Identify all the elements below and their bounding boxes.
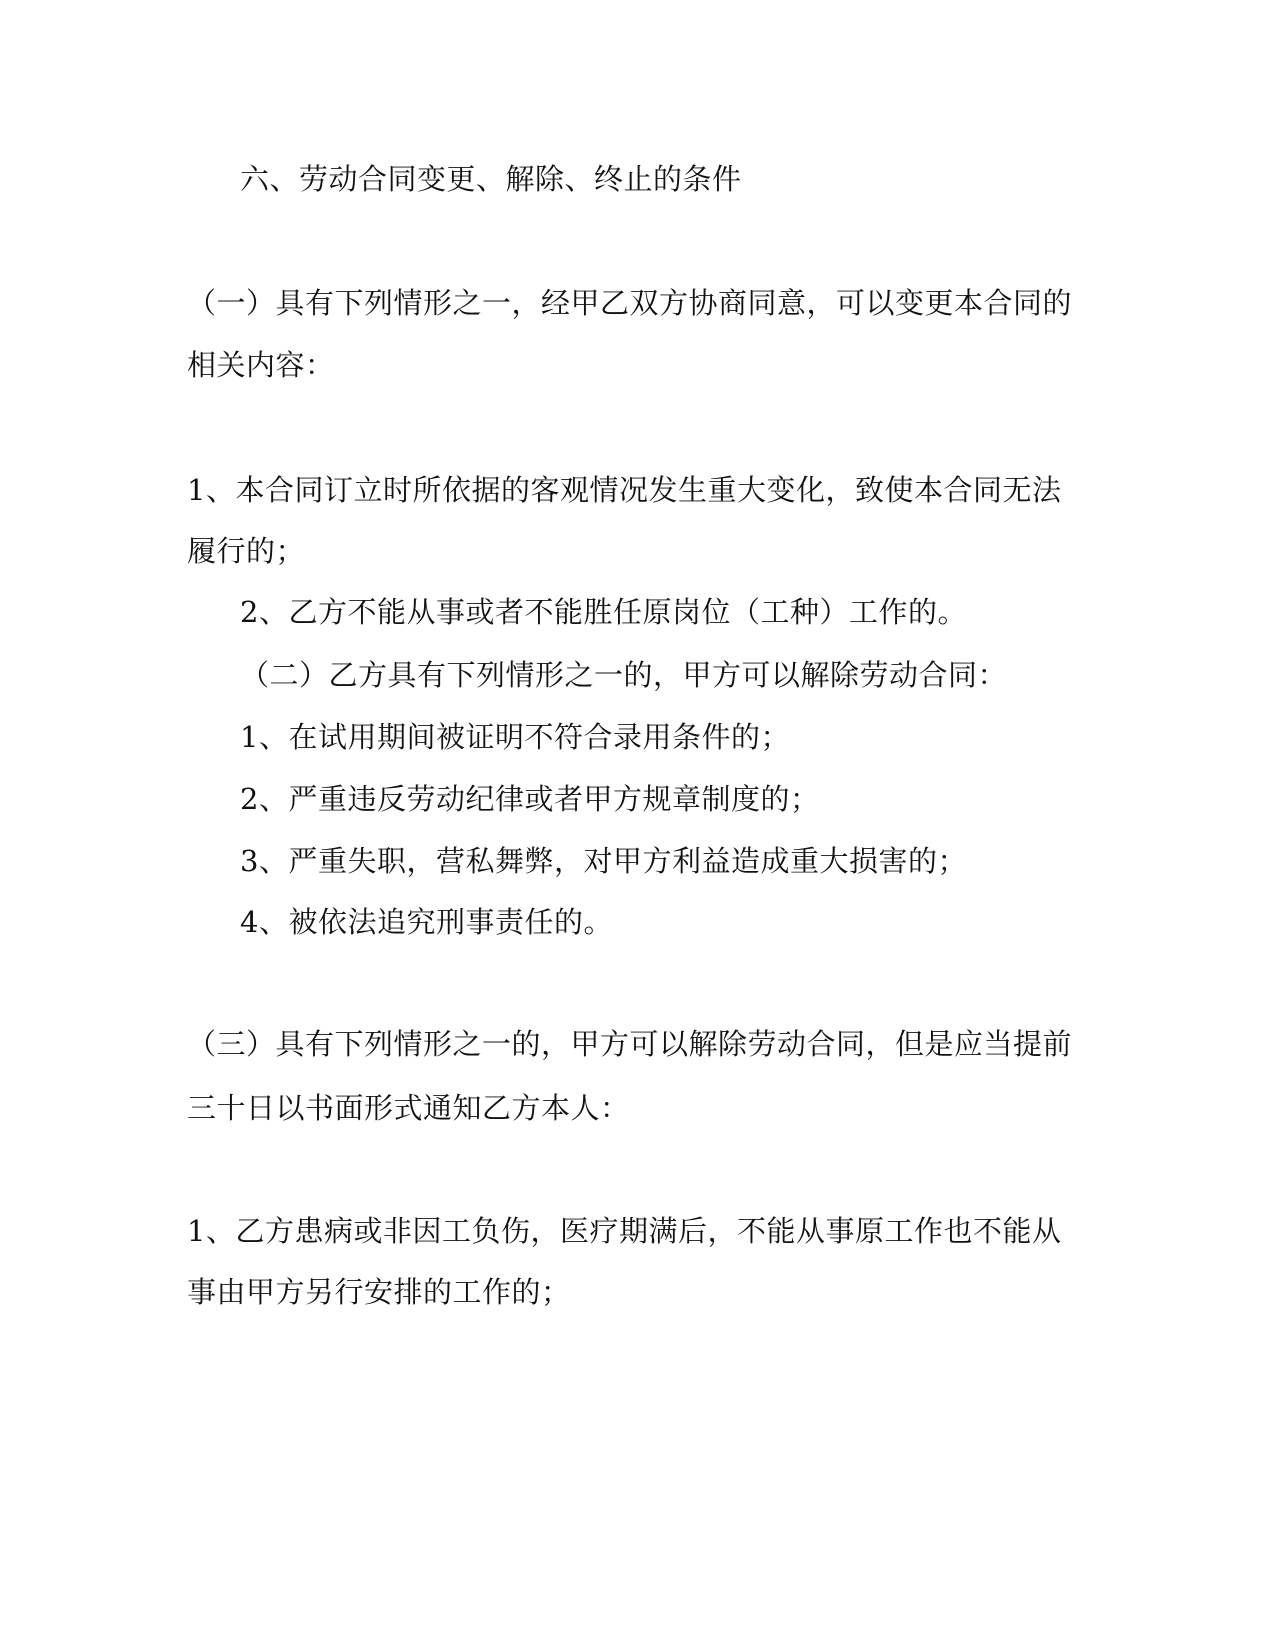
clause-1-item-1-line-1: 1、本合同订立时所依据的客观情况发生重大变化，致使本合同无法 [187, 473, 1062, 507]
clause-3-item-1-line-1: 1、乙方患病或非因工负伤，医疗期满后，不能从事原工作也不能从 [187, 1214, 1062, 1248]
clause-2-intro: （二）乙方具有下列情形之一的，甲方可以解除劳动合同： [240, 658, 1008, 692]
clause-2-item-4: 4、被依法追究刑事责任的。 [240, 905, 613, 939]
clause-2-item-3: 3、严重失职，营私舞弊，对甲方利益造成重大损害的； [240, 844, 967, 878]
clause-2-item-2: 2、严重违反劳动纪律或者甲方规章制度的； [240, 782, 820, 816]
clause-1-line-2: 相关内容： [187, 348, 335, 382]
clause-3-line-2: 三十日以书面形式通知乙方本人： [187, 1091, 630, 1125]
clause-3-item-1-line-2: 事由甲方另行安排的工作的； [187, 1275, 571, 1309]
clause-1-item-2: 2、乙方不能从事或者不能胜任原岗位（工种）工作的。 [240, 595, 967, 629]
clause-1-item-1-line-2: 履行的； [187, 534, 306, 568]
clause-2-item-1: 1、在试用期间被证明不符合录用条件的； [240, 720, 790, 754]
section-heading: 六、劳动合同变更、解除、终止的条件 [240, 162, 742, 196]
clause-1-line-1: （一）具有下列情形之一，经甲乙双方协商同意，可以变更本合同的 [187, 286, 1073, 320]
clause-3-line-1: （三）具有下列情形之一的，甲方可以解除劳动合同，但是应当提前 [187, 1027, 1073, 1061]
